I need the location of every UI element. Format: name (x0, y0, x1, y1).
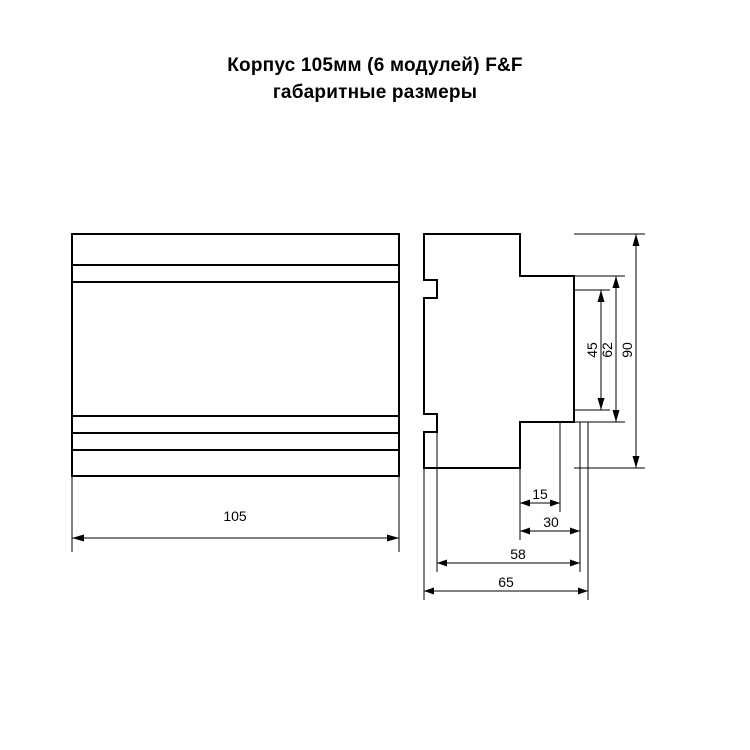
front-body-outline (72, 234, 399, 476)
dimension-label-30: 30 (543, 514, 559, 530)
arrow-left-30 (520, 528, 530, 535)
dimension-label-15: 15 (532, 486, 548, 502)
side-body-outline (424, 234, 574, 468)
arrow-left-105 (72, 535, 84, 542)
arrow-bottom-45 (598, 398, 605, 410)
arrow-bottom-90 (633, 456, 640, 468)
arrow-right-105 (387, 535, 399, 542)
dimension-65 (424, 422, 588, 600)
arrow-left-65 (424, 588, 434, 595)
arrow-right-15 (550, 500, 560, 507)
side-view (424, 234, 574, 468)
front-view (72, 234, 399, 476)
arrow-left-15 (520, 500, 530, 507)
arrow-left-58 (437, 560, 447, 567)
dimension-label-65: 65 (498, 574, 514, 590)
dimension-label-62: 62 (599, 342, 615, 358)
arrow-right-30 (570, 528, 580, 535)
dimension-label-105: 105 (223, 508, 247, 524)
dimension-label-45: 45 (584, 342, 600, 358)
dimension-label-90: 90 (619, 342, 635, 358)
arrow-top-62 (613, 276, 620, 288)
dimension-label-58: 58 (510, 546, 526, 562)
arrow-right-58 (570, 560, 580, 567)
arrow-top-90 (633, 234, 640, 246)
dimension-105 (72, 476, 399, 552)
arrow-right-65 (578, 588, 588, 595)
page-title-line-2: габаритные размеры (272, 82, 478, 103)
arrow-top-45 (598, 290, 605, 302)
dimension-15 (520, 422, 560, 512)
arrow-bottom-62 (613, 410, 620, 422)
dimension-58 (437, 432, 580, 572)
page-title-line-1: Корпус 105мм (6 модулей) F&F (227, 55, 523, 76)
dimension-30 (520, 422, 580, 540)
